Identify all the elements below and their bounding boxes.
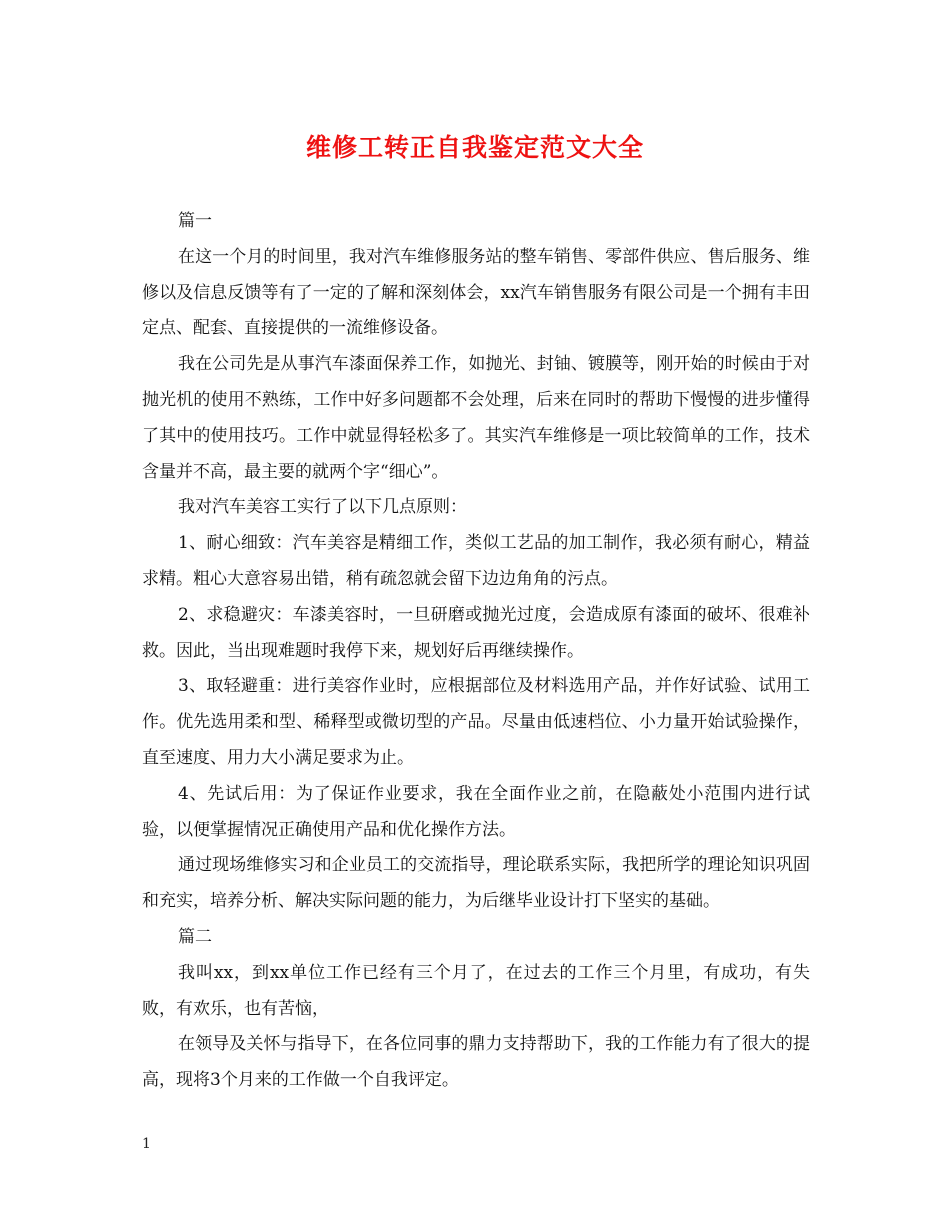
section-heading: 篇二 [178,926,212,947]
document-body [142,204,810,1099]
list-item: 1、耐心细致：汽车美容是精细工作，类似工艺品的加工制作，我必须有耐心，精益求精。粗心大意容易出错，稍有疏忽就会留下边边角角的污点。 [142,533,810,589]
paragraph: 通过现场维修实习和企业员工的交流指导，理论联系实际，我把所学的理论知识巩固和充实，培养分析、解决实际问题的能力，为后继毕业设计打下坚实的基础。 [142,855,810,912]
document-title: 维修工转正自我鉴定范文大全 [305,133,644,162]
page-number: 1 [142,1136,151,1152]
paragraph: 我叫xx，到xx单位工作已经有三个月了，在过去的工作三个月里，有成功，有失败，有欢乐，也有苦恼， [142,962,810,1019]
section-heading: 篇一 [178,211,212,231]
list-item: 4、先试后用：为了保证作业要求，我在全面作业之前，在隐蔽处小范围内进行试验，以便掌握情况正确使用产品和优化操作方法。 [142,783,810,840]
paragraph: 我在公司先是从事汽车漆面保养工作，如抛光、封铀、镀膜等，刚开始的时候由于对抛光机的使用不熟练，工作中好多问题都不会处理，后来在同时的帮助下慢慢的进步懂得了其中的使用技巧。工作中就显得轻松多了。其实汽车维修是一项比较简单的工作，技术含量并不高，最主要的就两个字“细心”。 [142,354,810,482]
list-item: 3、取轻避重：进行美容作业时，应根据部位及材料选用产品，并作好试验、试用工作。优先选用柔和型、稀释型或微切型的产品。尽量由低速档位、小力量开始试验操作，直至速度、用力大小满足要求为止。 [142,676,810,768]
paragraph: 我对汽车美容工实行了以下几点原则： [178,497,467,518]
paragraph: 在领导及关怀与指导下，在各位同事的鼎力支持帮助下，我的工作能力有了很大的提高，现将3个月来的工作做一个自我评定。 [142,1034,810,1091]
paragraph: 在这一个月的时间里，我对汽车维修服务站的整车销售、零部件供应、售后服务、维修以及信息反馈等有了一定的了解和深刻体会，xx汽车销售服务有限公司是一个拥有丰田定点、配套、直接提供的一流维修设备。 [142,246,810,339]
list-item: 2、求稳避灾：车漆美容时，一旦研磨或抛光过度，会造成原有漆面的破坏、很难补救。因此，当出现难题时我停下来，规划好后再继续操作。 [142,604,810,661]
